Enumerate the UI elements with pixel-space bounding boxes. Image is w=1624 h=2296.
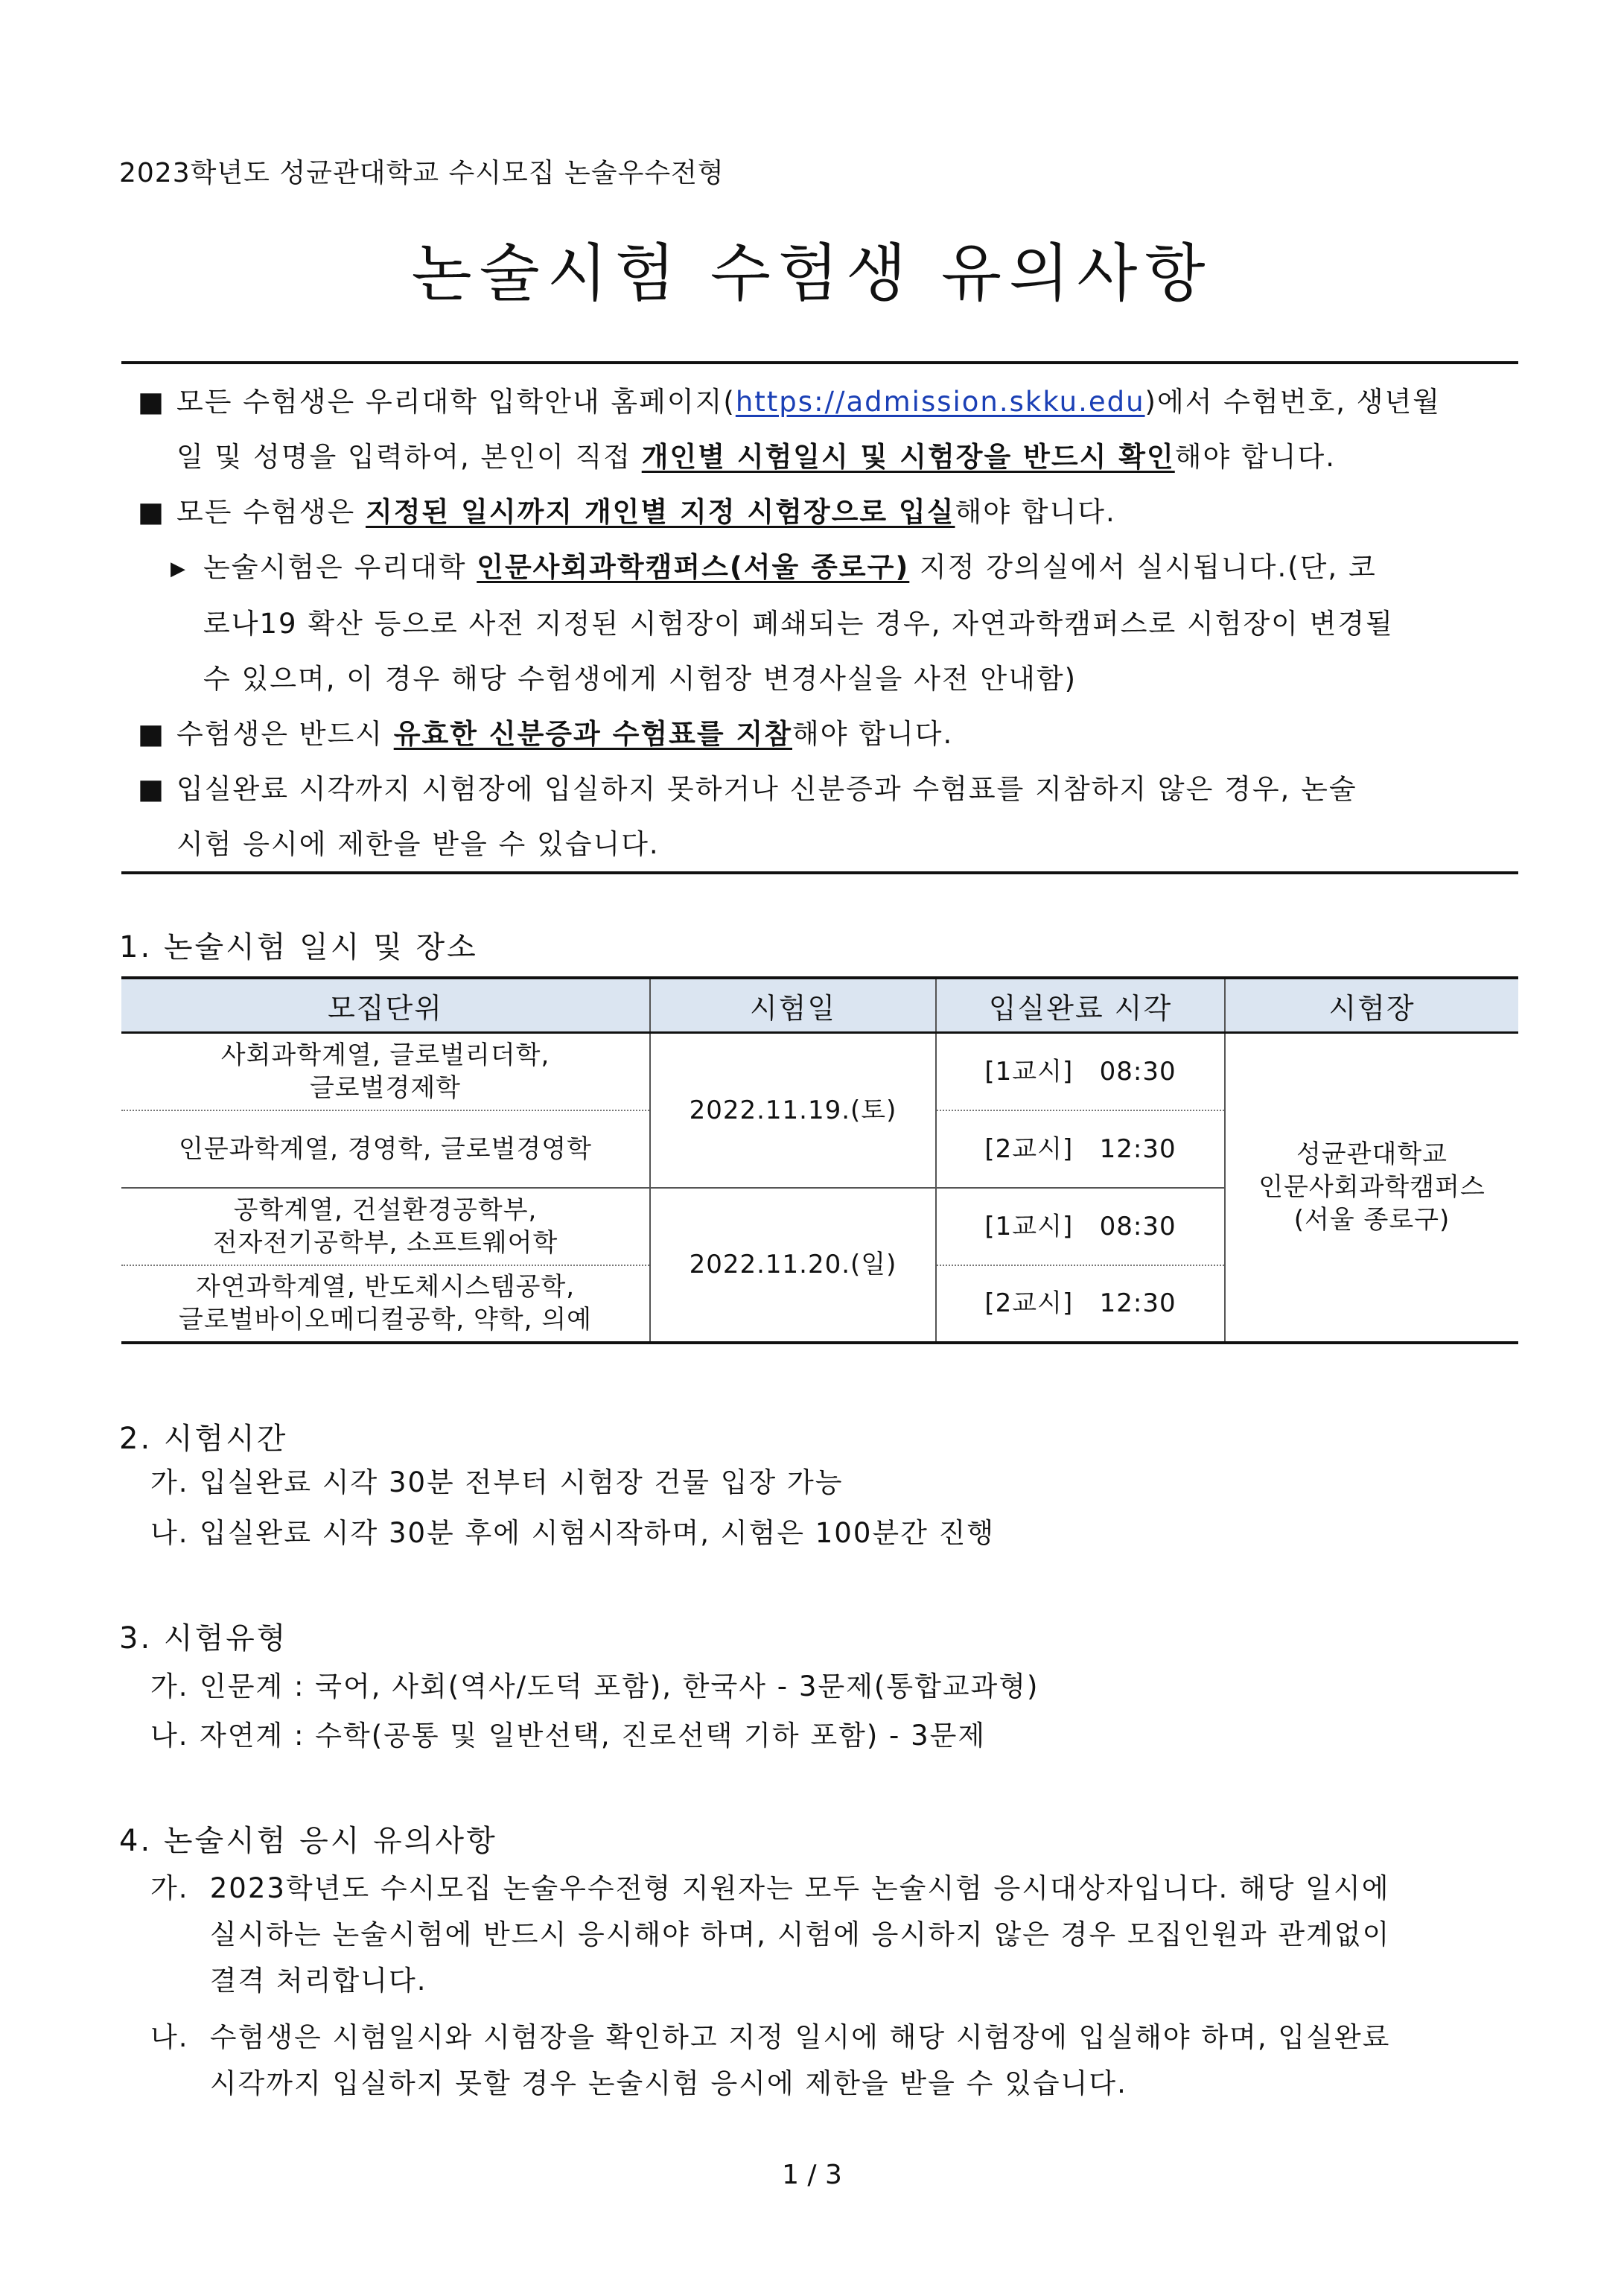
date-cell: 2022.11.20.(일) xyxy=(650,1188,936,1343)
column-header: 입실완료 시각 xyxy=(936,978,1225,1033)
document-subtitle: 2023학년도 성균관대학교 수시모집 논술우수전형 xyxy=(119,158,725,188)
notice-top-rule xyxy=(121,361,1518,364)
time-cell: [2교시] 12:30 xyxy=(936,1110,1225,1188)
section-heading: 1. 논술시험 일시 및 장소 xyxy=(119,930,478,964)
column-header: 시험일 xyxy=(650,978,936,1033)
list-item: 가. 입실완료 시각 30분 전부터 시험장 건물 입장 가능 xyxy=(150,1466,844,1498)
date-cell: 2022.11.19.(토) xyxy=(650,1033,936,1188)
unit-cell: 인문과학계열, 경영학, 글로벌경영학 xyxy=(121,1110,650,1188)
notice-emphasis: 개인별 시험일시 및 시험장을 반드시 확인 xyxy=(641,441,1175,473)
unit-cell: 자연과학계열, 반도체시스템공학, 글로벌바이오메디컬공학, 약학, 의예 xyxy=(121,1265,650,1343)
document-title: 논술시험 수험생 유의사항 xyxy=(411,237,1213,310)
unit-cell: 사회과학계열, 글로벌리더학, 글로벌경제학 xyxy=(121,1033,650,1110)
notice-bottom-rule xyxy=(121,871,1518,874)
section-heading: 3. 시험유형 xyxy=(119,1621,288,1656)
notice-1: ■ 모든 수험생은 우리대학 입학안내 홈페이지(https://admission.skku.edu)에서 수험번호, 생년월 일 및 성명을 입력하여, 본인이 직접 개인별 시험일시 및 시험장을 반드시 확인해야 합니다. ■ 모든 수험생은 지정된 일시까지 개인별 지정 시험장으로 입실해야 합니다. ▶ 논술시험은 우리대학 인문사회과학캠퍼스(서울 종로구) 지정 강의실에서 실시됩니다.(단, 코 로나19 확산 등으로 사전 지정된 시험장이 폐쇄되는 경우, 자연과학캠퍼스로 시험장이 변경될 수 있으며, 이 경우 해당 수험생에게 시험장 변경사실을 사전 안내함) ■ 수험생은 반드시 유효한 신분증과 수험표를 지참해야 합니다. ■ 입실완료 시각까지 시험장에 입실하지 못하거나 신분증과 수험표를 지참하지 않은 경우, 논술 시험 응시에 제한을 받을 수 있습니다. xyxy=(138,375,1515,872)
triangle-bullet-icon: ▶ xyxy=(171,557,187,580)
list-item: 나. 자연계 : 수학(공통 및 일반선택, 진로선택 기하 포함) - 3문제 xyxy=(150,1720,987,1752)
list-item: 가. 2023학년도 수시모집 논술우수전형 지원자는 모두 논술시험 응시대상자입니다. 해당 일시에 실시하는 논술시험에 반드시 응시해야 하며, 시험에 응시하지 않은 경우 모집인원과 관계없이 결격 처리합니다. xyxy=(150,1872,1391,1997)
table-row xyxy=(121,1033,1518,1110)
time-cell: [1교시] 08:30 xyxy=(936,1033,1225,1110)
admission-link[interactable]: https://admission.skku.edu xyxy=(735,386,1145,418)
list-item: 나. 입실완료 시각 30분 후에 시험시작하며, 시험은 100분간 진행 xyxy=(150,1517,996,1549)
table-header-row xyxy=(121,978,1518,1033)
notice-emphasis: 지정된 일시까지 개인별 지정 시험장으로 입실 xyxy=(365,496,955,528)
schedule-table xyxy=(121,976,1518,1344)
column-header: 모집단위 xyxy=(121,978,650,1033)
square-bullet-icon: ■ xyxy=(138,386,165,418)
list-item: 가. 인문계 : 국어, 사회(역사/도덕 포함), 한국사 - 3문제(통합교과형) xyxy=(150,1670,1039,1702)
time-cell: [2교시] 12:30 xyxy=(936,1265,1225,1343)
section-heading: 2. 시험시간 xyxy=(119,1422,288,1456)
time-cell: [1교시] 08:30 xyxy=(936,1188,1225,1265)
venue-cell: 성균관대학교 인문사회과학캠퍼스 (서울 종로구) xyxy=(1225,1033,1518,1343)
section-heading: 4. 논술시험 응시 유의사항 xyxy=(119,1824,497,1858)
square-bullet-icon: ■ xyxy=(138,772,165,805)
unit-cell: 공학계열, 건설환경공학부, 전자전기공학부, 소프트웨어학 xyxy=(121,1188,650,1265)
page-number: 1 / 3 xyxy=(782,2160,842,2190)
column-header: 시험장 xyxy=(1225,978,1518,1033)
square-bullet-icon: ■ xyxy=(138,496,165,528)
square-bullet-icon: ■ xyxy=(138,717,165,750)
list-item: 나. 수험생은 시험일시와 시험장을 확인하고 지정 일시에 해당 시험장에 입실해야 하며, 입실완료 시각까지 입실하지 못할 경우 논술시험 응시에 제한을 받을 수 있습니다. xyxy=(150,2021,1391,2099)
notice-emphasis: 유효한 신분증과 수험표를 지참 xyxy=(393,717,793,750)
notice-emphasis: 인문사회과학캠퍼스(서울 종로구) xyxy=(477,551,910,583)
